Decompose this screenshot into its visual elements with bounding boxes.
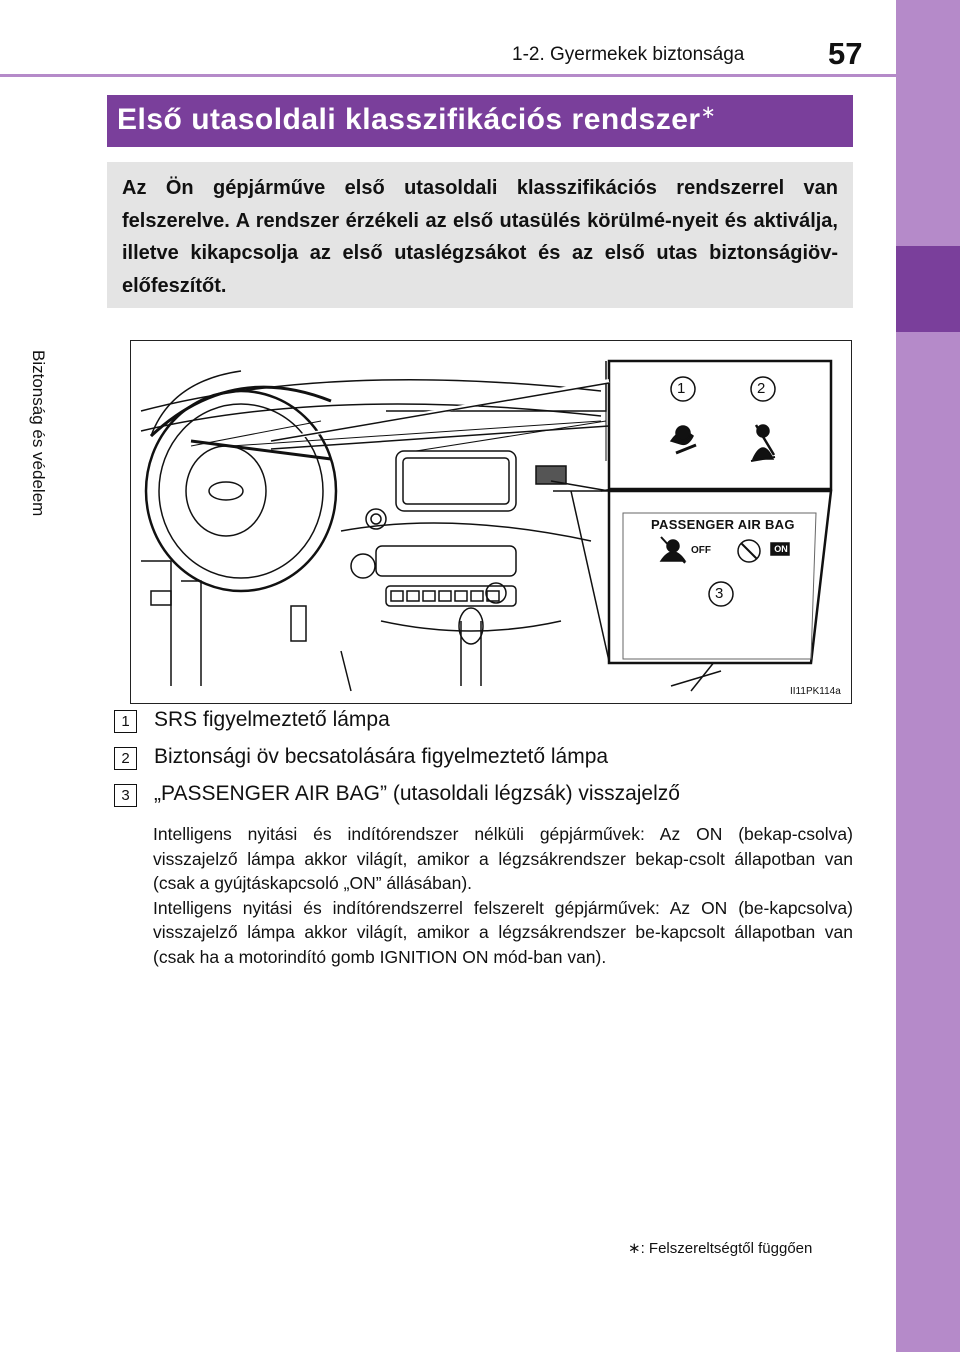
chapter-number: 1 xyxy=(27,274,37,293)
asterisk-icon: ∗ xyxy=(700,102,717,122)
on-label: ON xyxy=(774,544,788,554)
figure-code: II11PK114a xyxy=(790,686,841,697)
legend-label: Biztonsági öv becsatolására figyelmeztető lámpa xyxy=(154,745,609,768)
chapter-marker xyxy=(896,246,960,332)
off-label: OFF xyxy=(691,545,711,556)
number-badge: 2 xyxy=(114,747,137,770)
chapter-side-tab xyxy=(896,0,960,1352)
header-rule xyxy=(0,74,896,77)
section-title xyxy=(117,102,716,137)
callout-2: 2 xyxy=(757,380,766,397)
footnote-text: : Felszereltségtől függően xyxy=(640,1240,813,1257)
footnote xyxy=(628,1239,812,1257)
legend-label: SRS figyelmeztető lámpa xyxy=(154,708,390,731)
note-paragraph: Intelligens nyitási és indítórendszerrel felszerelt gépjárművek: Az ON (be-kapcsolva) visszajelző lámpa akkor világít, amikor a légzsákrendszer be-kapcsolt állapotban van (csak ha a motorindító gomb IGNITION ON mód-ban van). xyxy=(153,897,853,967)
number-badge: 3 xyxy=(114,784,137,807)
number-badge: 1 xyxy=(114,710,137,733)
passenger-airbag-label: PASSENGER AIR BAG xyxy=(651,517,795,532)
breadcrumb: 1-2. Gyermekek biztonsága xyxy=(512,44,745,65)
section-title-text: Első utasoldali klasszifikációs rendszer xyxy=(117,103,701,136)
chapter-title: Biztonság és védelem xyxy=(29,350,48,517)
callout-1: 1 xyxy=(677,380,686,397)
asterisk-icon: ∗ xyxy=(628,1240,641,1257)
intro-text: Az Ön gépjárműve első utasoldali klasszifikációs rendszerrel van felszerelve. A rendszer érzékeli az első utasülés körülmé-nyeit és aktiválja, illetve kikapcsolja az első utaslégzsákot és az első utas biztonságiöv-előfeszítőt. xyxy=(122,177,838,297)
dashboard-illustration xyxy=(130,340,852,704)
callout-3: 3 xyxy=(715,585,724,602)
note-paragraph: Intelligens nyitási és indítórendszer nélküli gépjárművek: Az ON (bekap-csolva) visszajelző lámpa akkor világít, amikor a légzsákrendszer bekap-csolt állapotban van (csak a gyújtáskapcsoló „ON” állásában). xyxy=(153,824,853,893)
page-number: 57 xyxy=(828,36,863,71)
legend-label: „PASSENGER AIR BAG” (utasoldali légzsák) visszajelző xyxy=(154,782,680,805)
note-block xyxy=(153,822,853,969)
